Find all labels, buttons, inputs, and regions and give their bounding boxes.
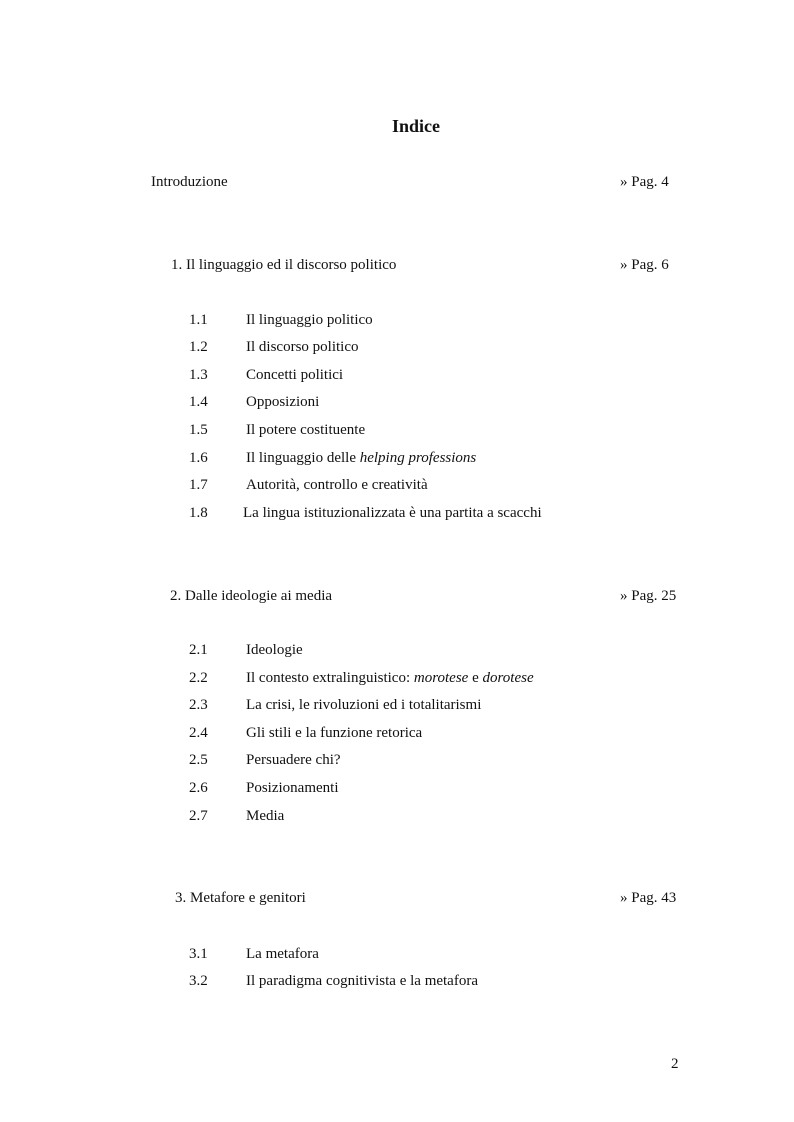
section-title: La crisi, le rivoluzioni ed i totalitarismi [246, 697, 482, 713]
section-number: 2.2 [189, 670, 208, 686]
section-title: Gli stili e la funzione retorica [246, 725, 423, 741]
section-title: Il paradigma cognitivista e la metafora [246, 973, 478, 989]
section-number: 2.7 [189, 808, 208, 824]
section-number: 3.2 [189, 973, 208, 989]
section-title [246, 670, 534, 687]
chapter-2-title: 2. Dalle ideologie ai media [170, 588, 333, 604]
section-title: Ideologie [246, 642, 303, 658]
section-title-italic: morotese [413, 670, 469, 686]
section-number: 3.1 [189, 946, 208, 962]
section-number: 1.8 [189, 505, 208, 521]
section-title-plain: Il linguaggio delle [246, 450, 360, 466]
section-title: Autorità, controllo e creatività [246, 477, 428, 493]
section-title: Posizionamenti [246, 780, 339, 796]
toc-entry-introduction-page: » Pag. 4 [620, 174, 669, 190]
section-title: Persuadere chi? [246, 752, 341, 768]
toc-entry-introduction-label: Introduzione [151, 174, 228, 190]
page-title: Indice [391, 116, 440, 136]
section-number: 2.3 [189, 697, 208, 713]
section-title: Il potere costituente [246, 422, 366, 438]
section-number: 1.4 [189, 394, 208, 410]
section-title [246, 450, 476, 467]
section-title-plain: Il contesto extralinguistico: [246, 670, 414, 686]
section-number: 1.2 [189, 339, 208, 355]
chapter-3-page: » Pag. 43 [620, 890, 677, 906]
section-number: 1.6 [189, 450, 208, 466]
section-number: 2.6 [189, 780, 208, 796]
section-number: 1.5 [189, 422, 208, 438]
section-title: La lingua istituzionalizzata è una partita a scacchi [243, 505, 542, 521]
section-title: Concetti politici [246, 367, 344, 383]
section-title-italic: dorotese [482, 670, 534, 686]
section-title: Il linguaggio politico [246, 312, 373, 328]
section-number: 1.7 [189, 477, 208, 493]
section-title: Opposizioni [246, 394, 320, 410]
section-number: 1.3 [189, 367, 208, 383]
chapter-1-title: 1. Il linguaggio ed il discorso politico [171, 257, 397, 273]
section-title: Media [246, 808, 285, 824]
section-number: 2.5 [189, 752, 208, 768]
section-title: La metafora [246, 946, 319, 962]
section-number: 2.1 [189, 642, 208, 658]
section-number: 2.4 [189, 725, 208, 741]
chapter-1-page: » Pag. 6 [620, 257, 669, 273]
page-number: 2 [671, 1056, 679, 1072]
chapter-2-page: » Pag. 25 [620, 588, 677, 604]
chapter-3-title: 3. Metafore e genitori [175, 890, 306, 906]
section-title-italic: helping professions [359, 450, 477, 466]
section-number: 1.1 [189, 312, 208, 328]
section-title: Il discorso politico [246, 339, 359, 355]
section-title-plain: e [468, 670, 483, 686]
